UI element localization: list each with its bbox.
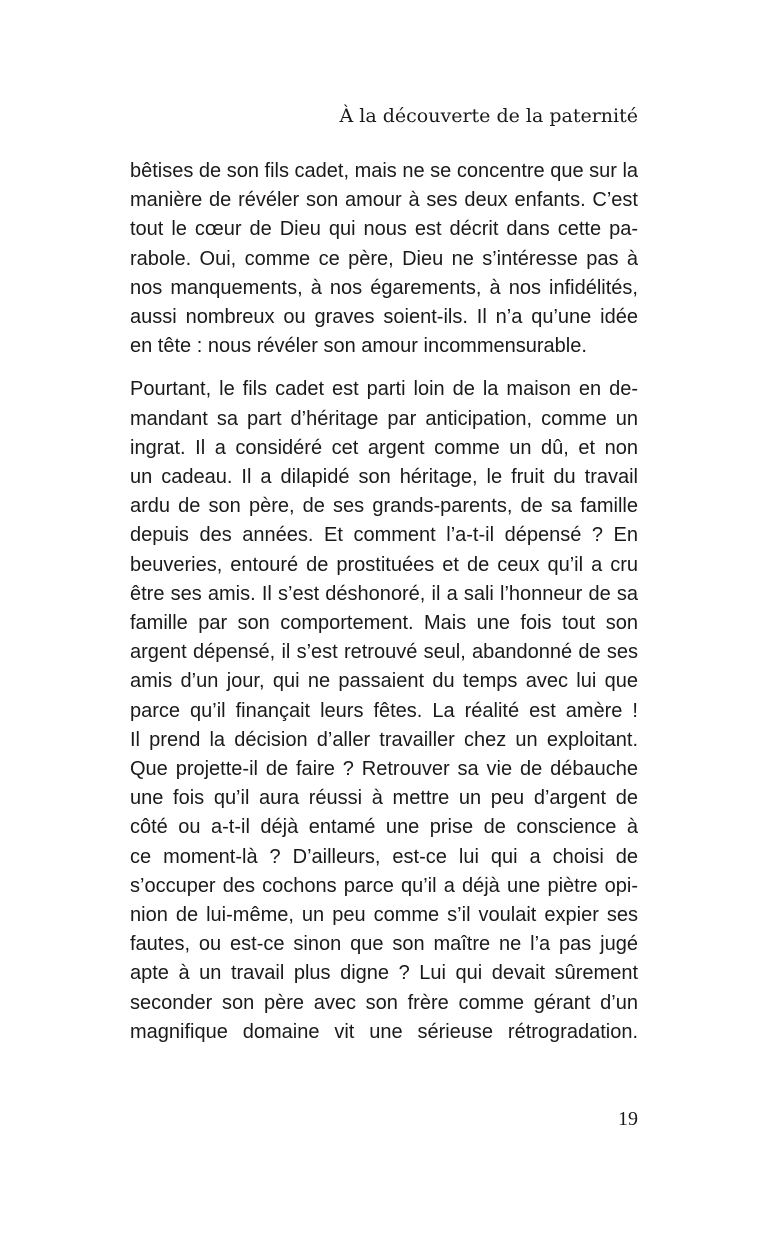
- text-line: argent dépensé, il s’est retrouvé seul, abandonné de ses: [130, 641, 638, 664]
- text-line: en tête : nous révéler son amour incommensurable.: [130, 335, 587, 358]
- text-line: fautes, ou est-ce sinon que son maître ne l’a pas jugé: [130, 933, 638, 956]
- text-line: Il prend la décision d’aller travailler chez un exploitant.: [130, 728, 638, 751]
- text-line: Pourtant, le fils cadet est parti loin de la maison en de-: [130, 378, 638, 401]
- running-head: À la découverte de la paternité: [339, 105, 638, 127]
- text-line: rabole. Oui, comme ce père, Dieu ne s’intéresse pas à: [130, 247, 638, 270]
- text-line: s’occuper des cochons parce qu’il a déjà une piètre opi-: [130, 874, 638, 897]
- text-line: un cadeau. Il a dilapidé son héritage, le fruit du travail: [130, 466, 638, 489]
- body-text: [130, 157, 638, 1061]
- text-line: Que projette-il de faire ? Retrouver sa vie de débauche: [130, 758, 638, 781]
- text-line: amis d’un jour, qui ne passaient du temps avec lui que: [130, 670, 638, 693]
- text-line: ingrat. Il a considéré cet argent comme un dû, et non: [130, 436, 638, 459]
- page-number: 19: [618, 1108, 638, 1130]
- text-line: apte à un travail plus digne ? Lui qui devait sûrement: [130, 962, 638, 985]
- text-line: ardu de son père, de ses grands-parents, de sa famille: [130, 495, 638, 518]
- text-line: seconder son père avec son frère comme gérant d’un: [130, 991, 638, 1014]
- text-line: une fois qu’il aura réussi à mettre un peu d’argent de: [130, 787, 638, 810]
- text-line: depuis des années. Et comment l’a-t-il dépensé ? En: [130, 524, 638, 547]
- text-line: beuveries, entouré de prostituées et de ceux qu’il a cru: [130, 553, 638, 576]
- text-line: côté ou a-t-il déjà entamé une prise de conscience à: [130, 816, 638, 839]
- text-line: famille par son comportement. Mais une fois tout son: [130, 612, 638, 635]
- text-line: manière de révéler son amour à ses deux enfants. C’est: [130, 189, 638, 212]
- text-line: nos manquements, à nos égarements, à nos infidélités,: [130, 276, 638, 299]
- text-line: tout le cœur de Dieu qui nous est décrit dans cette pa-: [130, 218, 638, 241]
- text-line: nion de lui-même, un peu comme s’il voulait expier ses: [130, 904, 638, 927]
- text-line: être ses amis. Il s’est déshonoré, il a sali l’honneur de sa: [130, 582, 638, 605]
- text-line: ce moment-là ? D’ailleurs, est-ce lui qui a choisi de: [130, 845, 638, 868]
- text-line: mandant sa part d’héritage par anticipation, comme un: [130, 407, 638, 430]
- text-line: parce qu’il finançait leurs fêtes. La réalité est amère !: [130, 699, 638, 722]
- paragraph: [130, 157, 638, 361]
- text-line: magnifique domaine vit une sérieuse rétrogradation.: [130, 1020, 638, 1043]
- paragraph: [130, 375, 638, 1047]
- text-line: aussi nombreux ou graves soient-ils. Il n’a qu’une idée: [130, 306, 638, 329]
- text-line: bêtises de son fils cadet, mais ne se concentre que sur la: [130, 160, 639, 182]
